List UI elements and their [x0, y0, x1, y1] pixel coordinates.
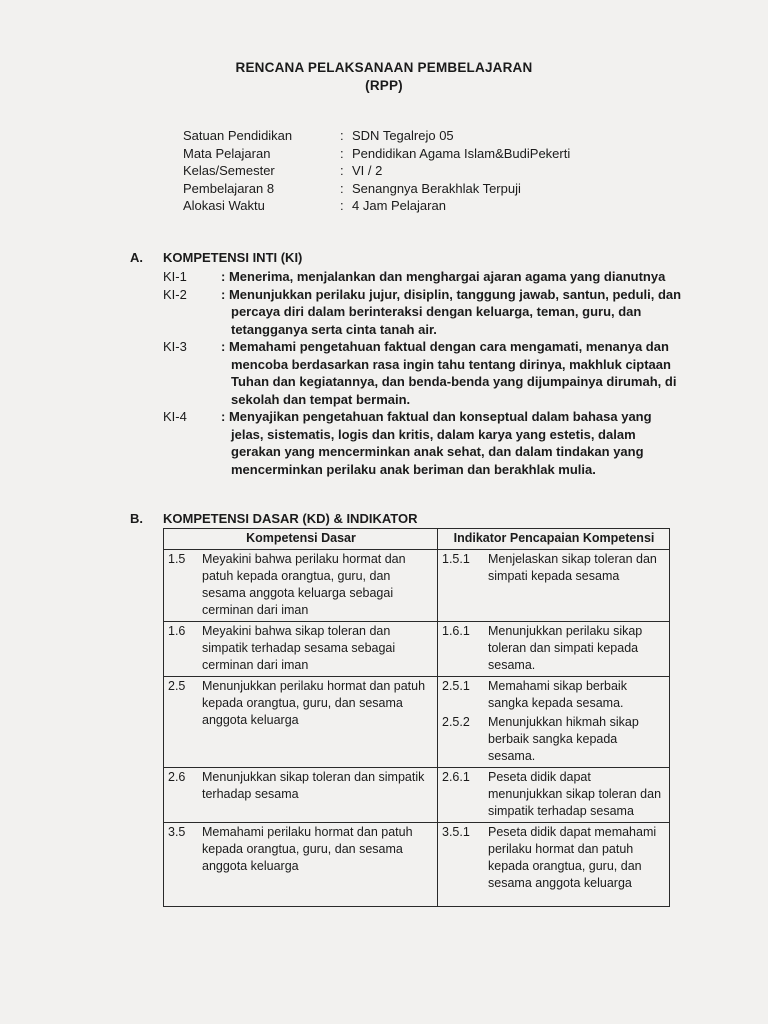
indicator-cell [438, 768, 670, 823]
kd-text: Meyakini bahwa perilaku hormat dan patuh kepada orangtua, guru, dan sesama anggota keluarga sebagai cerminan dari iman [202, 552, 406, 617]
table-row [164, 823, 670, 907]
kd-cell [164, 550, 438, 622]
table-row [164, 622, 670, 677]
column-header-kd: Kompetensi Dasar [164, 529, 438, 550]
ki-code: KI-2 [163, 286, 187, 302]
ki-code: KI-4 [163, 409, 187, 424]
info-row [183, 127, 570, 145]
kd-number: 2.5 [168, 679, 186, 693]
kd-text: Meyakini bahwa sikap toleran dan simpatik terhadap sesama sebagai cerminan dari iman [202, 624, 396, 672]
indicator-number: 1.5.1 [442, 552, 470, 566]
table-header-row [164, 529, 670, 550]
kd-number: 2.6 [168, 770, 186, 784]
info-colon: : [340, 163, 344, 178]
document-title: RENCANA PELAKSANAAN PEMBELAJARAN [235, 60, 533, 75]
column-header-indicator: Indikator Pencapaian Kompetensi [438, 529, 670, 550]
indicator-text: Menunjukkan hikmah sikap berbaik sangka kepada sesama. [488, 715, 639, 763]
ki-text: : Menunjukkan perilaku jujur, disiplin, tanggung jawab, santun, peduli, dan percaya diri dalam berinteraksi dengan keluarga, teman, guru, dan tetangganya serta cinta tanah air. [221, 286, 682, 337]
kd-cell [164, 622, 438, 677]
section-title: KOMPETENSI INTI (KI) [163, 250, 303, 265]
indicator-text: Peseta didik dapat menunjukkan sikap toleran dan simpatik terhadap sesama [488, 770, 662, 818]
info-row [183, 162, 570, 180]
info-colon: : [340, 145, 344, 161]
indicator-text: Menunjukkan perilaku sikap toleran dan simpati kepada sesama. [488, 624, 643, 672]
info-row [183, 145, 570, 163]
indicator-number: 3.5.1 [442, 825, 470, 839]
ki-text: : Menyajikan pengetahuan faktual dan konseptual dalam bahasa yang jelas, sistematis, logis dan kritis, dalam karya yang estetis, dalam gerakan yang mencerminkan anak sehat, dan dalam tindakan yang mencerminkan perilaku anak beriman dan berakhlak mulia. [221, 409, 652, 477]
indicator-number: 2.6.1 [442, 770, 470, 784]
indicator-text: Menjelaskan sikap toleran dan simpati kepada sesama [488, 552, 657, 583]
ki-item [163, 408, 683, 478]
ki-text: : Memahami pengetahuan faktual dengan cara mengamati, menanya dan mencoba berdasarkan rasa ingin tahu tentang dirinya, makhluk ciptaan Tuhan dan kegiatannya, dan benda-benda yang dijumpainya dirumah, di sekolah dan tempat bermain. [221, 339, 677, 407]
kd-text: Menunjukkan sikap toleran dan simpatik terhadap sesama [202, 770, 425, 801]
info-value: Pendidikan Agama Islam&BudiPekerti [352, 145, 571, 161]
info-row [183, 180, 570, 198]
kd-number: 1.5 [168, 552, 186, 566]
ki-code: KI-3 [163, 339, 187, 354]
kd-cell [164, 823, 438, 907]
section-letter: B. [130, 511, 143, 526]
kd-number: 1.6 [168, 624, 186, 638]
ki-item [163, 286, 683, 339]
kd-indicator-table [163, 528, 670, 907]
section-letter: A. [130, 250, 143, 265]
indicator-cell [438, 622, 670, 677]
section-title: KOMPETENSI DASAR (KD) & INDIKATOR [163, 511, 418, 526]
indicator-text: Peseta didik dapat memahami perilaku hormat dan patuh kepada orangtua, guru, dan sesama anggota keluarga [488, 825, 657, 890]
section-a-heading [130, 250, 302, 265]
indicator-number: 2.5.1 [442, 679, 470, 693]
indicator-cell [438, 550, 670, 622]
info-colon: : [340, 180, 344, 196]
identity-info [183, 127, 570, 215]
indicator-number: 1.6.1 [442, 624, 470, 638]
indicator-number: 2.5.2 [442, 715, 470, 729]
ki-list [163, 268, 683, 478]
kd-text: Memahami perilaku hormat dan patuh kepada orangtua, guru, dan sesama anggota keluarga [202, 825, 413, 873]
ki-item [163, 338, 683, 408]
table-row [164, 768, 670, 823]
table-row [164, 677, 670, 768]
document-subtitle: (RPP) [365, 78, 403, 93]
kd-cell [164, 677, 438, 768]
info-value: VI / 2 [352, 163, 383, 178]
kd-text: Menunjukkan perilaku hormat dan patuh kepada orangtua, guru, dan sesama anggota keluarga [202, 679, 426, 727]
info-value: SDN Tegalrejo 05 [352, 128, 454, 143]
ki-text: : Menerima, menjalankan dan menghargai ajaran agama yang dianutnya [221, 269, 666, 284]
indicator-cell [438, 677, 670, 768]
info-colon: : [340, 128, 344, 143]
info-row [183, 197, 570, 215]
kd-number: 3.5 [168, 825, 186, 839]
ki-item [163, 268, 683, 286]
info-label: Pembelajaran 8 [183, 180, 275, 196]
info-colon: : [340, 198, 344, 213]
info-label: Kelas/Semester [183, 163, 275, 178]
info-value: 4 Jam Pelajaran [352, 198, 446, 213]
kd-cell [164, 768, 438, 823]
info-label: Mata Pelajaran [183, 145, 271, 161]
indicator-cell [438, 823, 670, 907]
info-label: Satuan Pendidikan [183, 128, 293, 143]
info-value: Senangnya Berakhlak Terpuji [352, 180, 521, 196]
ki-code: KI-1 [163, 269, 187, 284]
table-row [164, 550, 670, 622]
indicator-text: Memahami sikap berbaik sangka kepada sesama. [488, 679, 627, 710]
info-label: Alokasi Waktu [183, 198, 265, 213]
section-b-heading [130, 511, 417, 526]
